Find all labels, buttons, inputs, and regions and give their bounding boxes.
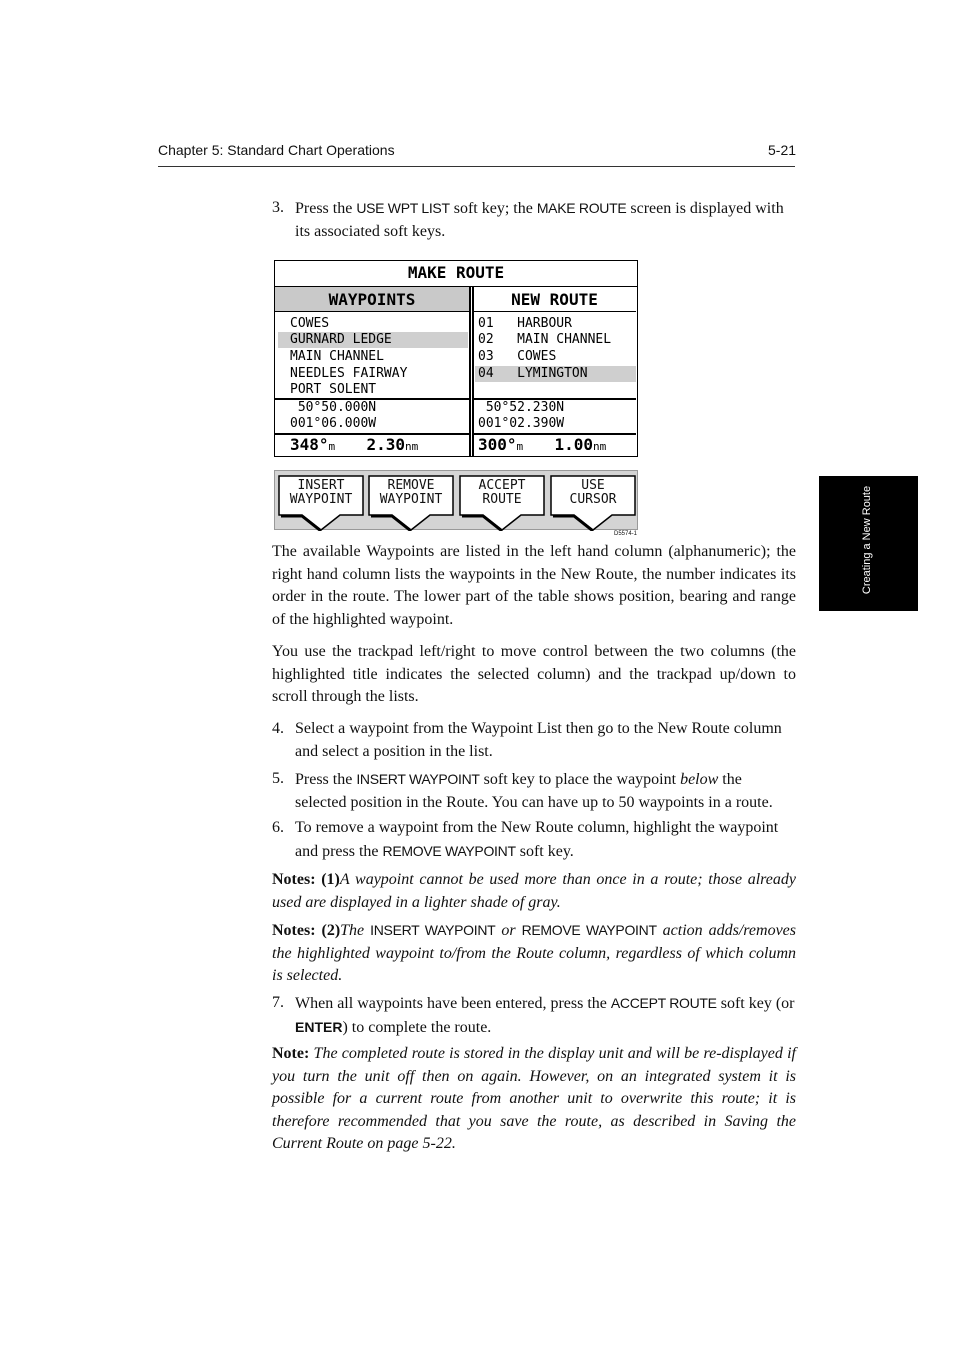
waypoint-bearing-range: 348°m 2.30nm bbox=[290, 435, 419, 454]
column-divider bbox=[469, 287, 471, 456]
note-1: Notes: (1)A waypoint cannot be used more than once in a route; those already used are displayed in a lighter shade of gray. bbox=[272, 871, 796, 911]
use-cursor-button[interactable]: USE CURSOR bbox=[550, 475, 636, 523]
body-paragraph: You use the trackpad left/right to move control between the two columns (the highlighted title indicates the selected column) and the trackpad up/down to scroll through the lists. bbox=[272, 643, 796, 706]
route-list-item[interactable]: 03 COWES bbox=[478, 349, 557, 364]
waypoint-latitude: 50°50.000N bbox=[290, 400, 377, 415]
figure-code: D5574-1 bbox=[614, 531, 638, 537]
waypoint-list-item[interactable]: MAIN CHANNEL bbox=[290, 349, 384, 364]
insert-waypoint-button[interactable]: INSERT WAYPOINT bbox=[278, 475, 364, 523]
accept-route-button[interactable]: ACCEPT ROUTE bbox=[459, 475, 545, 523]
page-number: 5-21 bbox=[768, 142, 797, 158]
body-paragraph: The available Waypoints are listed in the left hand column (alphanumeric); the right hand column lists the waypoints in the New Route, the number indicates its order in the route. The lower part of the table shows position, bearing and range of the highlighted waypoint. bbox=[272, 543, 796, 628]
waypoint-list-item[interactable]: NEEDLES FAIRWAY bbox=[290, 366, 408, 381]
step-7: 7. When all waypoints have been entered, press the ACCEPT ROUTE soft key (or ENTER) to complete the route. bbox=[272, 994, 795, 1036]
route-bearing-range: 300°m 1.00nm bbox=[478, 435, 607, 454]
note-3: Note: The completed route is stored in the display unit and will be re-displayed if you turn the unit off then on again. However, on an integrated system it is possible for a current route from another unit to overwrite this route; it is therefore recommended that you save the route, as described in Saving the Current Route on page 5-22. bbox=[272, 1045, 796, 1153]
screen-title: MAKE ROUTE bbox=[275, 261, 637, 287]
route-latitude: 50°52.230N bbox=[478, 400, 565, 415]
waypoint-longitude: 001°06.000W bbox=[290, 416, 377, 431]
route-list-item[interactable]: 04 LYMINGTON bbox=[475, 366, 636, 382]
section-side-tab bbox=[819, 476, 918, 611]
side-tab-label: Creating a New Route bbox=[861, 485, 873, 595]
route-list-item[interactable]: 02 MAIN CHANNEL bbox=[478, 332, 612, 347]
route-list-item[interactable]: 01 HARBOUR bbox=[478, 316, 572, 331]
make-route-screen bbox=[274, 260, 638, 457]
waypoint-list-item[interactable]: COWES bbox=[290, 316, 330, 331]
step-4: 4. Select a waypoint from the Waypoint List then go to the New Route column and select a position in the list. bbox=[272, 720, 782, 760]
remove-waypoint-button[interactable]: REMOVE WAYPOINT bbox=[368, 475, 454, 523]
waypoint-list-item[interactable]: PORT SOLENT bbox=[290, 382, 377, 397]
column-divider bbox=[472, 287, 474, 456]
enter-key-label: ENTER bbox=[295, 1018, 343, 1035]
step-number: 3. bbox=[272, 199, 284, 216]
step-5: 5. Press the INSERT WAYPOINT soft key to place the waypoint below the selected position in the Route. You can have up to 50 waypoints in a route. bbox=[272, 770, 773, 811]
step-3 bbox=[272, 197, 796, 243]
waypoint-list-item[interactable]: GURNARD LEDGE bbox=[278, 332, 468, 348]
step-text: Press the USE WPT LIST soft key; the MAKE ROUTE screen is displayed with its associated soft keys. bbox=[295, 200, 784, 240]
soft-key-bar bbox=[274, 470, 638, 530]
new-route-column-title[interactable]: NEW ROUTE bbox=[473, 287, 636, 312]
note-2: Notes: (2)The INSERT WAYPOINT or REMOVE WAYPOINT action adds/removes the highlighted waypoint to/from the Route column, regardless of which column is selected. bbox=[272, 922, 796, 985]
route-longitude: 001°02.390W bbox=[478, 416, 565, 431]
chapter-header: Chapter 5: Standard Chart Operations bbox=[158, 142, 395, 158]
header-rule bbox=[158, 166, 795, 167]
waypoints-column-title[interactable]: WAYPOINTS bbox=[275, 287, 469, 312]
step-6: 6. To remove a waypoint from the New Route column, highlight the waypoint and press the REMOVE WAYPOINT soft key. bbox=[272, 819, 779, 860]
